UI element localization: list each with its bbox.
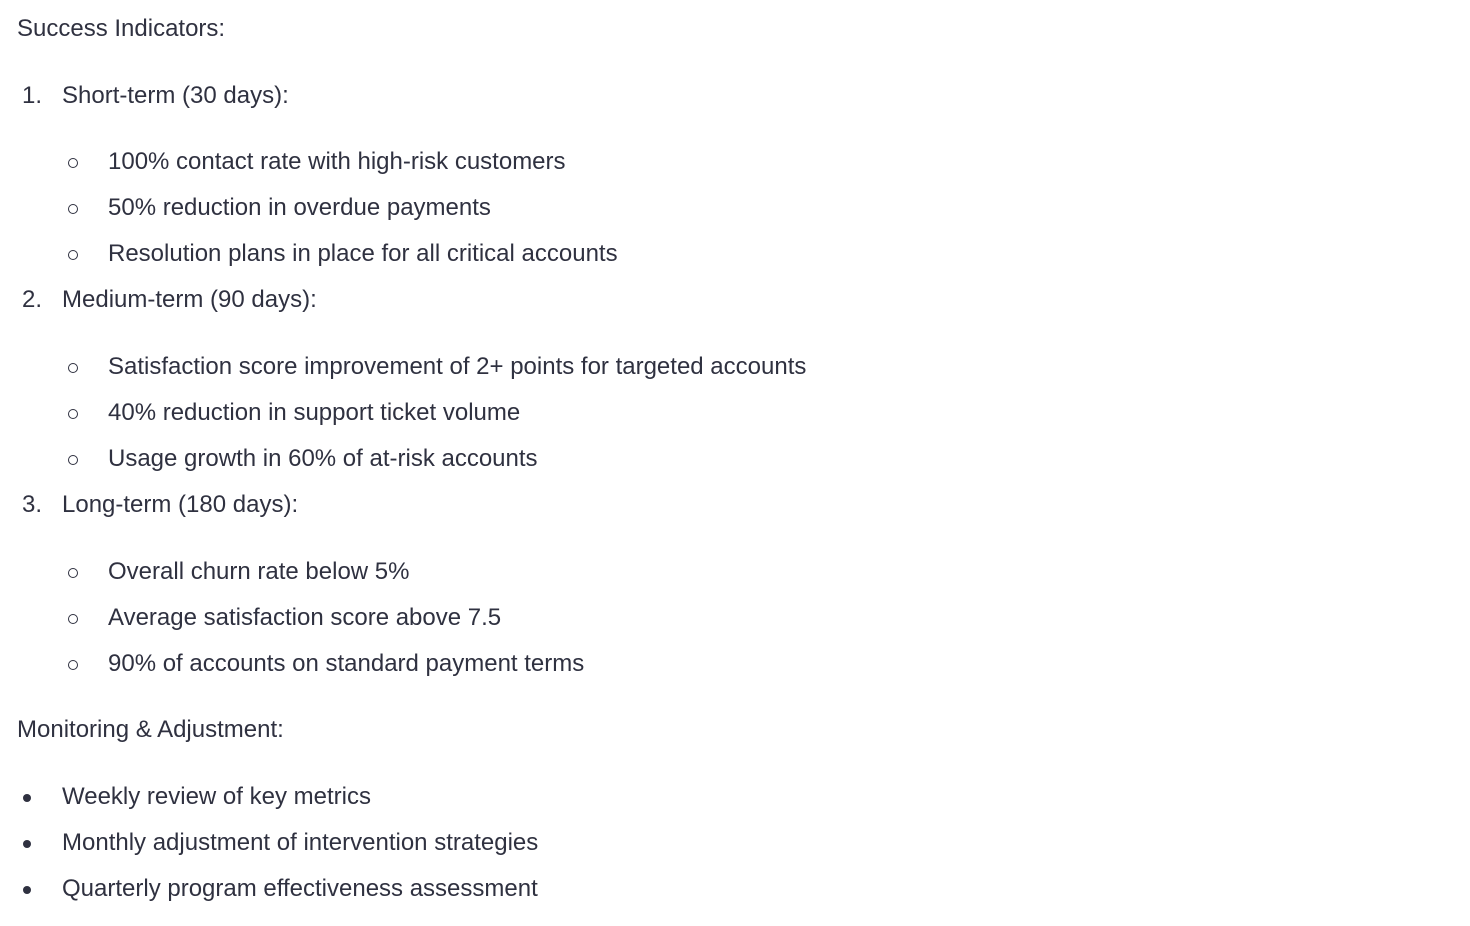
list-item: 100% contact rate with high-risk customers bbox=[108, 148, 566, 175]
circle-bullet-icon bbox=[68, 614, 78, 624]
list-item: Resolution plans in place for all critical accounts bbox=[108, 240, 618, 267]
list-item: 50% reduction in overdue payments bbox=[108, 194, 491, 221]
list-item: Average satisfaction score above 7.5 bbox=[108, 604, 502, 631]
group-label-medium-term: Medium-term (90 days): bbox=[62, 286, 317, 313]
circle-bullet-icon bbox=[68, 204, 78, 214]
disc-bullet-icon bbox=[23, 794, 31, 802]
list-item: Monthly adjustment of intervention strategies bbox=[62, 829, 539, 856]
circle-bullet-icon bbox=[68, 409, 78, 419]
circle-bullet-icon bbox=[68, 455, 78, 465]
group-label-long-term: Long-term (180 days): bbox=[62, 491, 299, 518]
list-number: 1. bbox=[22, 82, 43, 109]
list-item: Usage growth in 60% of at-risk accounts bbox=[108, 445, 538, 472]
success-indicators-heading: Success Indicators: bbox=[17, 15, 226, 42]
disc-bullet-icon bbox=[23, 886, 31, 894]
list-number: 3. bbox=[22, 491, 43, 518]
list-item: Overall churn rate below 5% bbox=[108, 558, 410, 585]
list-number: 2. bbox=[22, 286, 43, 313]
circle-bullet-icon bbox=[68, 568, 78, 578]
disc-bullet-icon bbox=[23, 840, 31, 848]
list-item: Weekly review of key metrics bbox=[62, 783, 371, 810]
list-item: 40% reduction in support ticket volume bbox=[108, 399, 521, 426]
list-item: Satisfaction score improvement of 2+ points for targeted accounts bbox=[108, 353, 807, 380]
list-item: Quarterly program effectiveness assessment bbox=[62, 875, 538, 902]
circle-bullet-icon bbox=[68, 363, 78, 373]
list-item: 90% of accounts on standard payment terms bbox=[108, 650, 585, 677]
circle-bullet-icon bbox=[68, 660, 78, 670]
group-label-short-term: Short-term (30 days): bbox=[62, 82, 289, 109]
monitoring-heading: Monitoring & Adjustment: bbox=[17, 716, 284, 743]
circle-bullet-icon bbox=[68, 158, 78, 168]
circle-bullet-icon bbox=[68, 250, 78, 260]
